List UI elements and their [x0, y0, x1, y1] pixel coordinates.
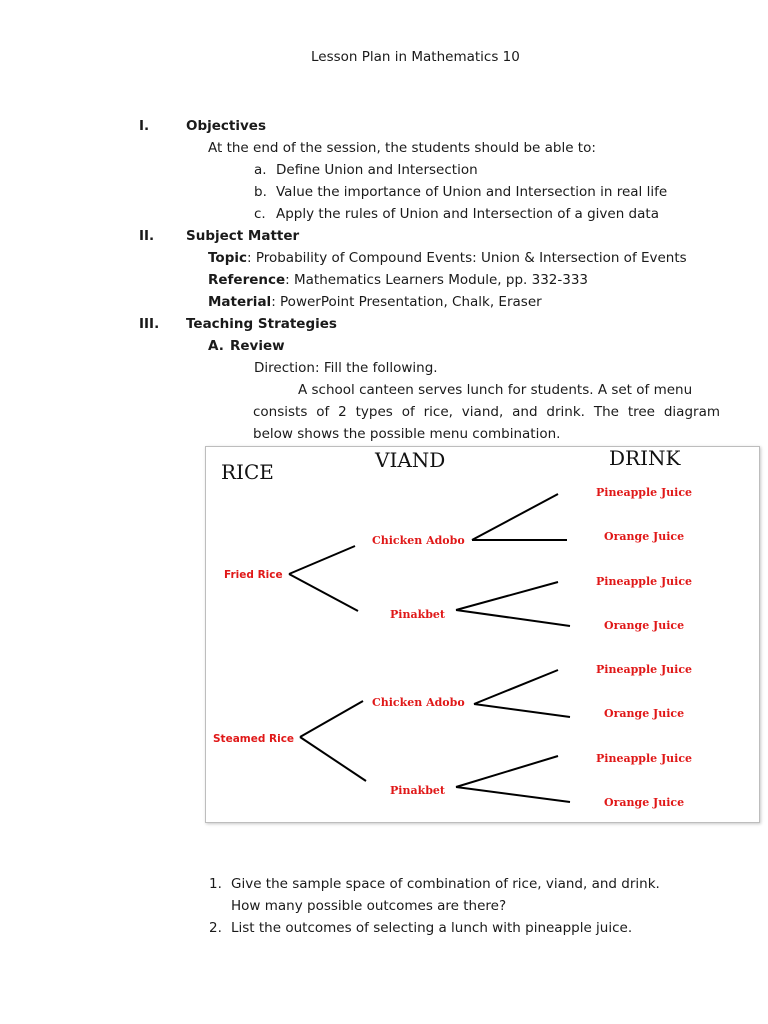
objective-letter-c: c. [254, 206, 266, 222]
reference-value: : Mathematics Learners Module, pp. 332-333 [285, 272, 589, 288]
drink-4: Orange Juice [604, 619, 685, 632]
header-viand: VIAND [375, 448, 446, 472]
section-numeral-1: I. [139, 118, 150, 134]
viand-pinakbet-2: Pinakbet [390, 784, 445, 797]
objective-item-a: Define Union and Intersection [276, 162, 478, 178]
drink-5: Pineapple Juice [596, 663, 693, 676]
viand-pinakbet-1: Pinakbet [390, 608, 445, 621]
drink-2: Orange Juice [604, 530, 685, 543]
paragraph-line-2: consists of 2 types of rice, viand, and drink. The tree diagram [253, 404, 720, 420]
viand-chicken-adobo-1: Chicken Adobo [372, 534, 465, 547]
direction-text: Direction: Fill the following. [254, 360, 438, 376]
paragraph-line-3: below shows the possible menu combination. [253, 426, 561, 442]
tree-diagram-svg [206, 447, 759, 822]
reference-line [208, 271, 588, 289]
section-numeral-3: III. [139, 316, 160, 332]
drink-6: Orange Juice [604, 707, 685, 720]
page-title: Lesson Plan in Mathematics 10 [311, 49, 520, 65]
objectives-heading: Objectives [186, 118, 266, 134]
rice-steamed: Steamed Rice [213, 733, 295, 745]
topic-line [208, 249, 687, 267]
objective-letter-b: b. [254, 184, 267, 200]
branch-pinakbet2-to-orange [456, 787, 570, 802]
objective-item-b: Value the importance of Union and Intersection in real life [276, 184, 668, 200]
rice-fried: Fried Rice [224, 569, 283, 581]
branch-fried-to-adobo [289, 546, 355, 574]
branch-fried-to-pinakbet [289, 574, 358, 611]
drink-7: Pineapple Juice [596, 752, 693, 765]
branch-steamed-to-adobo [300, 701, 363, 737]
strategies-heading: Teaching Strategies [186, 316, 337, 332]
review-letter: A. [208, 338, 224, 354]
question-1-line-2: How many possible outcomes are there? [231, 898, 507, 914]
paragraph-line-1: A school canteen serves lunch for students. A set of menu [298, 382, 693, 398]
topic-value: : Probability of Compound Events: Union & Intersection of Events [246, 250, 687, 266]
header-drink: DRINK [609, 447, 681, 470]
viand-chicken-adobo-2: Chicken Adobo [372, 696, 465, 709]
drink-8: Orange Juice [604, 796, 685, 809]
tree-diagram [205, 446, 760, 823]
section-numeral-2: II. [139, 228, 155, 244]
material-label: Material [208, 294, 272, 310]
question-1-line-1: Give the sample space of combination of rice, viand, and drink. [231, 876, 660, 892]
review-heading: Review [230, 338, 285, 354]
branch-adobo2-to-pineapple [474, 670, 558, 704]
drink-1: Pineapple Juice [596, 486, 693, 499]
question-2-line-1: List the outcomes of selecting a lunch with pineapple juice. [231, 920, 633, 936]
branch-steamed-to-pinakbet [300, 737, 366, 781]
branch-adobo2-to-orange [474, 704, 570, 717]
material-line [208, 293, 542, 311]
drink-3: Pineapple Juice [596, 575, 693, 588]
question-number-2: 2. [209, 920, 222, 936]
reference-label: Reference [208, 272, 286, 288]
question-number-1: 1. [209, 876, 222, 892]
branch-pinakbet1-to-pineapple [456, 582, 558, 610]
topic-label: Topic [208, 250, 247, 266]
objective-item-c: Apply the rules of Union and Intersection of a given data [276, 206, 659, 222]
branch-pinakbet1-to-orange [456, 610, 570, 626]
objectives-intro: At the end of the session, the students should be able to: [208, 140, 596, 156]
material-value: : PowerPoint Presentation, Chalk, Eraser [271, 294, 542, 310]
objective-letter-a: a. [254, 162, 267, 178]
header-rice: RICE [221, 460, 274, 484]
branch-adobo1-to-pineapple [472, 494, 558, 540]
subject-matter-heading: Subject Matter [186, 228, 300, 244]
branch-pinakbet2-to-pineapple [456, 756, 558, 787]
